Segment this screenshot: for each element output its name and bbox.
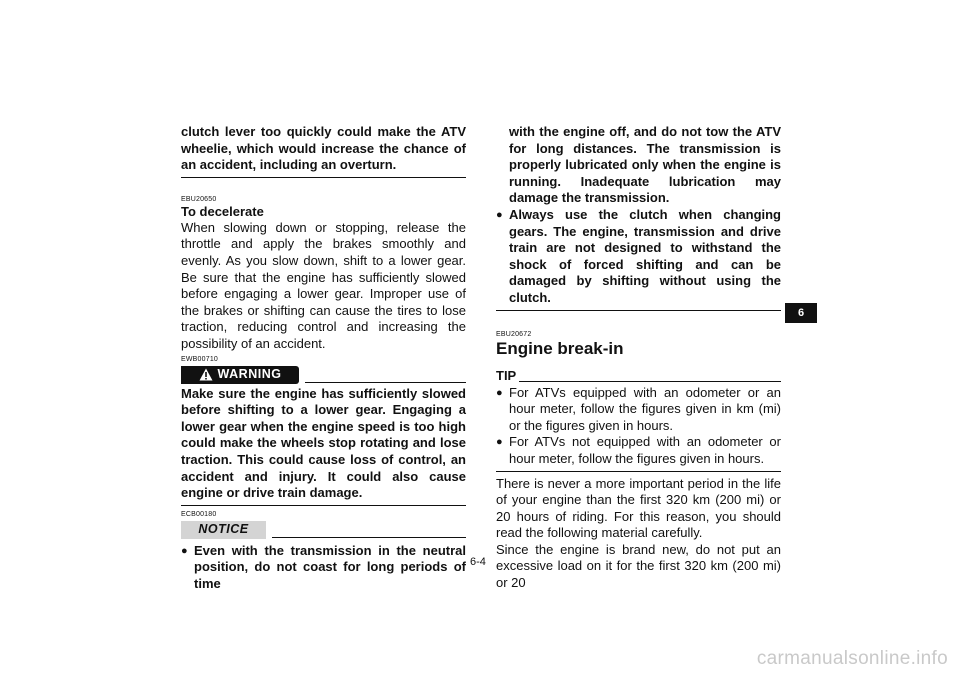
warning-header-line: [305, 382, 466, 383]
tip-bullet-2: [496, 434, 781, 467]
warning-badge: [181, 366, 299, 384]
left-column: [181, 124, 466, 592]
notice-label: NOTICE: [198, 522, 249, 537]
tip-bullet-1-text: For ATVs equipped with an odometer or an hour meter, follow the figures given in km (mi) or the figures given in hours.: [509, 384, 781, 433]
notice-bullet-2: [496, 207, 781, 307]
tip-header: [496, 368, 781, 383]
bullet-dot-icon: ●: [496, 208, 503, 221]
warning-triangle-icon: [199, 368, 213, 381]
notice-bullet-1-text: Even with the transmission in the neutral position, do not coast for long periods of time: [194, 542, 466, 591]
warning-body: Make sure the engine has sufficiently slowed before shifting to a lower gear. Engaging a lower gear when the engine speed is too high could make the wheels stop rotating and lose traction. This could cause loss of control, an accident and injury. It could also cause engine or drive train damage.: [181, 385, 466, 501]
breakin-body-1: There is never a more important period in the life of your engine than the first 320 km (200 mi) or 20 hours of riding. For this reason, you should read the following material carefully.: [496, 475, 781, 541]
page-number: 6-4: [470, 556, 486, 568]
decelerate-body: When slowing down or stopping, release the throttle and apply the brakes smoothly and evenly. As you slow down, shift to a lower gear. Be sure that the engine has sufficiently slowed before engaging a lower gear. Improper use of the brakes or shifting can cause the tires to lose traction, reducing control and increasing the possibility of an accident.: [181, 219, 466, 351]
warning-end-rule: [181, 505, 466, 506]
left-intro-text: clutch lever too quickly could make the ATV wheelie, which would increase the chance of an accident, including an overturn.: [181, 124, 466, 173]
breakin-heading: Engine break-in: [496, 338, 624, 358]
breakin-body-2: Since the engine is brand new, do not put an excessive load on it for the first 320 km (200 mi) or 20: [496, 541, 781, 591]
notice-header-line: [272, 537, 466, 538]
notice-continuation: with the engine off, and do not tow the ATV for long distances. The transmission is properly lubricated only when the engine is running. Inadequate lubrication may damage the transmission.: [509, 124, 781, 206]
warning-header: [181, 364, 466, 384]
notice-end-rule: [496, 310, 781, 311]
tip-label: TIP: [496, 367, 517, 383]
notice-badge: [181, 521, 266, 539]
bullet-dot-icon: ●: [496, 436, 503, 449]
notice-code: ECB00180: [181, 510, 217, 518]
tip-bullet-2-text: For ATVs not equipped with an odometer or hour meter, follow the figures given in hours.: [509, 434, 781, 466]
decelerate-heading: To decelerate: [181, 203, 264, 219]
notice-bullet-2-text: Always use the clutch when changing gears. The engine, transmission and drive train are not designed to withstand the shock of forced shifting and can be damaged by shifting without using the clutch.: [509, 206, 781, 305]
notice-bullet-1: [181, 543, 466, 593]
warning-code: EWB00710: [181, 355, 219, 363]
tip-end-rule: [496, 471, 781, 472]
bullet-dot-icon: ●: [496, 386, 503, 399]
notice-header: [181, 519, 466, 539]
chapter-tab: 6: [785, 303, 817, 323]
watermark: carmanualsonline.info: [756, 648, 948, 669]
bullet-dot-icon: ●: [181, 544, 188, 557]
decelerate-section-code: EBU20650: [181, 195, 217, 203]
breakin-section-code: EBU20672: [496, 330, 532, 338]
right-column: [496, 124, 781, 592]
intro-warning-end-rule: [181, 177, 466, 178]
tip-header-line: [519, 381, 781, 382]
warning-label: WARNING: [217, 367, 282, 382]
tip-bullet-1: [496, 385, 781, 435]
